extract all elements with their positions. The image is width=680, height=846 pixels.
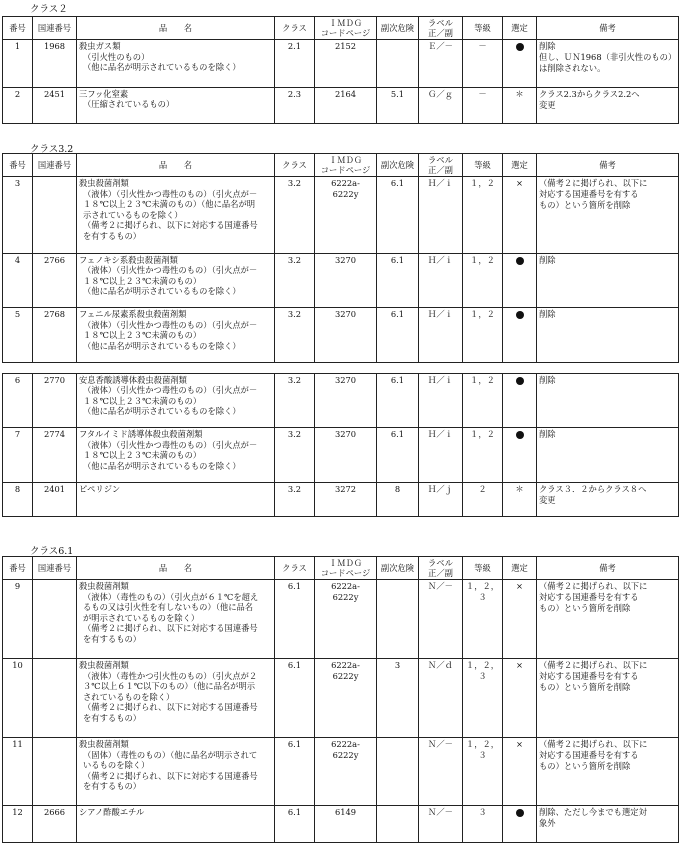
cell-un-number: 2401: [33, 482, 77, 517]
cell-name: [77, 738, 275, 806]
cell-number: 12: [3, 806, 33, 843]
table-row: [3, 177, 679, 254]
table-row: [3, 580, 679, 659]
col-header-imdg-page-line: ＩＭＤＧ: [328, 155, 363, 165]
cell-subsidiary-risk: 6.1: [377, 308, 419, 363]
col-header-name: 品 名: [77, 557, 275, 580]
grade-line: ３: [478, 670, 487, 681]
col-header-number: 番号: [3, 557, 33, 580]
name-line: いるものを除く）: [83, 760, 150, 771]
grade-line: １，２: [470, 254, 495, 265]
cell-class: 6.1: [275, 738, 315, 806]
cell-remarks: [537, 308, 679, 363]
selection-mark: ＊: [515, 88, 524, 99]
cell-label: Ｎ／ｄ: [419, 659, 463, 738]
cell-label: Ｈ／ｉ: [419, 308, 463, 363]
col-header-class: クラス: [275, 557, 315, 580]
col-header-remarks: 備考: [537, 17, 679, 40]
table-row: [3, 738, 679, 806]
name-line: されているものを除く）: [83, 691, 175, 702]
cell-un-number: 2768: [33, 308, 77, 363]
cell-number: 9: [3, 580, 33, 659]
imdg-line: 6222y: [332, 591, 359, 602]
cell-selection: [503, 428, 537, 483]
cell-class: 3.2: [275, 308, 315, 363]
table-row: [3, 40, 679, 88]
name-line: 殺虫殺菌剤類: [79, 581, 129, 591]
cell-imdg-page: [315, 177, 377, 254]
cell-un-number: 2766: [33, 253, 77, 308]
name-line: （他に品名が明示されているものを除く）: [83, 340, 241, 351]
table-row: [3, 428, 679, 483]
cell-subsidiary-risk: 3: [377, 659, 419, 738]
cell-grade: [463, 482, 503, 517]
cell-number: 6: [3, 373, 33, 428]
col-header-label-line: ラベル: [428, 558, 453, 568]
cell-name: [77, 806, 275, 843]
cell-name: [77, 659, 275, 738]
selection-mark: ×: [516, 178, 523, 188]
name-line: （液体）（毒性のもの）（引火点が６１℃を超え: [83, 591, 259, 602]
remark-line: 削除: [539, 254, 556, 265]
cell-imdg-page: [315, 308, 377, 363]
col-header-imdg-page-line: ＩＭＤＧ: [328, 558, 363, 568]
cell-name: [77, 482, 275, 517]
name-line: 殺虫殺菌剤類: [79, 178, 129, 188]
name-line: （他に品名が明示されているものを除く）: [83, 62, 241, 73]
selection-mark: ×: [516, 660, 523, 670]
cell-number: 5: [3, 308, 33, 363]
cell-un-number: [33, 580, 77, 659]
col-header-subsidiary-risk: 副次危険: [377, 557, 419, 580]
grade-line: １，２，: [465, 660, 500, 670]
grade-line: １，２，: [465, 581, 500, 591]
grade-line: ３: [478, 591, 487, 602]
imdg-line: 6222y: [332, 749, 359, 760]
remark-line: もの）という箇所を削除: [539, 603, 631, 613]
filled-circle-icon: [516, 809, 524, 817]
remark-line: 対応する国連番号を有する: [539, 750, 639, 760]
name-line: （液体）（引火性かつ毒性のもの）（引火点が－: [83, 439, 258, 450]
cell-subsidiary-risk: 8: [377, 482, 419, 517]
cell-selection: [503, 308, 537, 363]
row-gap-cell: [3, 362, 679, 373]
cell-grade: [463, 308, 503, 363]
col-header-imdg-page-line: コードページ: [320, 28, 371, 38]
remark-line: もの）という箇所を削除: [539, 682, 631, 692]
remark-line: （備考２に掲げられ、以下に: [539, 178, 648, 188]
remark-line: もの）という箇所を削除: [539, 761, 631, 771]
cell-number: 11: [3, 738, 33, 806]
cell-name: [77, 308, 275, 363]
cell-un-number: 2451: [33, 87, 77, 124]
table-row: [3, 659, 679, 738]
cell-class: 3.2: [275, 482, 315, 517]
col-header-label-line: 正／副: [428, 28, 453, 38]
imdg-line: 6222a-: [331, 178, 360, 188]
name-line: 示されているものを除く）: [83, 209, 183, 220]
col-header-imdg-page: [315, 557, 377, 580]
cell-name: [77, 87, 275, 124]
remark-line: （備考２に掲げられ、以下に: [539, 660, 648, 670]
cell-class: 2.1: [275, 40, 315, 88]
name-line: を有するもの）: [83, 633, 142, 644]
imdg-line: 2164: [334, 88, 357, 99]
cell-class: 6.1: [275, 580, 315, 659]
cell-class: 3.2: [275, 253, 315, 308]
cell-remarks: [537, 177, 679, 254]
name-line: フタルイミド誘導体殺虫殺菌剤類: [79, 429, 203, 439]
remark-line: 但し、ＵＮ1968（非引火性のもの）は削除されない。: [539, 52, 673, 73]
name-line: （液体）（引火性かつ毒性のもの）（引火点が－: [83, 319, 258, 330]
table-row: [3, 253, 679, 308]
filled-circle-icon: [516, 311, 524, 319]
name-line: を有するもの）: [83, 230, 142, 241]
name-line: （備考２に掲げられ、以下に対応する国連番号: [83, 770, 258, 781]
cell-imdg-page: [315, 428, 377, 483]
col-header-remarks: 備考: [537, 154, 679, 177]
cell-grade: [463, 659, 503, 738]
name-line: （圧縮されているもの）: [83, 99, 175, 110]
cell-grade: [463, 253, 503, 308]
col-header-un-number: 国連番号: [33, 17, 77, 40]
cell-remarks: [537, 373, 679, 428]
cell-label: Ｈ／ｉ: [419, 373, 463, 428]
col-header-imdg-page-line: ＩＭＤＧ: [328, 18, 363, 28]
remark-line: （備考２に掲げられ、以下に: [539, 739, 648, 749]
table-row: [3, 482, 679, 517]
col-header-class: クラス: [275, 154, 315, 177]
grade-line: ３: [478, 749, 487, 760]
col-header-label-line: ラベル: [428, 155, 453, 165]
cell-imdg-page: [315, 253, 377, 308]
imdg-line: 6149: [334, 807, 357, 817]
cell-subsidiary-risk: 6.1: [377, 373, 419, 428]
imdg-line: 2152: [334, 41, 357, 51]
col-header-class: クラス: [275, 17, 315, 40]
cell-subsidiary-risk: 6.1: [377, 253, 419, 308]
cell-grade: [463, 40, 503, 88]
table-class6-1: [2, 556, 679, 843]
selection-mark: ×: [516, 739, 523, 749]
name-line: （他に品名が明示されているものを除く）: [83, 460, 241, 471]
cell-name: [77, 40, 275, 88]
cell-un-number: [33, 738, 77, 806]
table-row: [3, 373, 679, 428]
name-line: １８℃以上２３℃未満のもの）: [83, 275, 202, 286]
col-header-grade: 等級: [463, 154, 503, 177]
cell-imdg-page: [315, 482, 377, 517]
header-row: [3, 17, 679, 40]
remark-line: 削除: [539, 374, 556, 385]
cell-label: Ｈ／ｉ: [419, 428, 463, 483]
cell-selection: [503, 738, 537, 806]
name-line: （液体）（引火性かつ毒性のもの）（引火点が－: [83, 265, 258, 276]
row-gap: [3, 362, 679, 373]
cell-grade: [463, 580, 503, 659]
cell-grade: [463, 87, 503, 124]
name-line: ピペリジン: [79, 483, 121, 494]
col-header-grade: 等級: [463, 17, 503, 40]
cell-class: 6.1: [275, 659, 315, 738]
section-label-class6-1: クラス6.1: [30, 546, 74, 557]
name-line: （他に品名が明示されているものを除く）: [83, 286, 241, 297]
cell-subsidiary-risk: [377, 806, 419, 843]
cell-label: Ｇ／ｇ: [419, 87, 463, 124]
col-header-label-line: 正／副: [428, 568, 453, 578]
col-header-label: [419, 17, 463, 40]
name-line: １８℃以上２３℃未満のもの）: [83, 330, 202, 341]
filled-circle-icon: [516, 377, 524, 385]
cell-selection: [503, 373, 537, 428]
name-line: （液体）（引火性かつ毒性のもの）（引火点が－: [83, 188, 258, 199]
col-header-imdg-page-line: コードページ: [320, 165, 371, 175]
name-line: 殺虫殺菌剤類: [79, 660, 129, 670]
table-class3-2: [2, 153, 679, 517]
cell-selection: [503, 253, 537, 308]
imdg-line: 3270: [334, 429, 357, 439]
col-header-name: 品 名: [77, 17, 275, 40]
header-row: [3, 557, 679, 580]
cell-class: 2.3: [275, 87, 315, 124]
table-class2: [2, 16, 679, 124]
imdg-line: 6222a-: [331, 739, 360, 749]
cell-name: [77, 253, 275, 308]
cell-remarks: [537, 738, 679, 806]
cell-grade: [463, 428, 503, 483]
col-header-number: 番号: [3, 17, 33, 40]
name-line: １８℃以上２３℃未満のもの）: [83, 450, 202, 461]
selection-mark: ×: [516, 581, 523, 591]
cell-number: 4: [3, 253, 33, 308]
grade-line: １，２: [470, 374, 495, 385]
cell-class: 6.1: [275, 806, 315, 843]
remark-line: （備考２に掲げられ、以下に: [539, 581, 648, 591]
filled-circle-icon: [516, 257, 524, 265]
col-header-imdg-page: [315, 154, 377, 177]
name-line: （備考２に掲げられ、以下に対応する国連番号: [83, 702, 258, 713]
cell-remarks: [537, 87, 679, 124]
col-header-un-number: 国連番号: [33, 557, 77, 580]
cell-number: 8: [3, 482, 33, 517]
cell-subsidiary-risk: 6.1: [377, 177, 419, 254]
col-header-selection: 選定: [503, 154, 537, 177]
header-row: [3, 154, 679, 177]
col-header-label: [419, 557, 463, 580]
remark-line: 変更: [539, 99, 556, 110]
remark-line: クラス３．２からクラス８へ: [539, 483, 647, 494]
imdg-line: 3270: [334, 374, 357, 385]
col-header-imdg-page: [315, 17, 377, 40]
imdg-line: 3272: [334, 483, 357, 494]
remark-line: 削除: [539, 429, 556, 439]
grade-line: １，２: [470, 178, 495, 188]
table-row: [3, 87, 679, 124]
cell-class: 3.2: [275, 177, 315, 254]
cell-grade: [463, 177, 503, 254]
grade-line: －: [478, 41, 487, 51]
col-header-label-line: 正／副: [428, 165, 453, 175]
cell-imdg-page: [315, 87, 377, 124]
cell-grade: [463, 806, 503, 843]
cell-selection: [503, 87, 537, 124]
cell-name: [77, 580, 275, 659]
name-line: が明示されているものを除く）: [83, 612, 200, 623]
name-line: るもの又は引火性を有しないもの）（他に品名: [83, 602, 254, 613]
col-header-un-number: 国連番号: [33, 154, 77, 177]
table-row: [3, 308, 679, 363]
name-line: ３℃以上６１℃以下のもの）（他に品名が明示: [83, 681, 256, 692]
name-line: （液体）（引火性かつ毒性のもの）（引火点が－: [83, 385, 258, 396]
cell-selection: [503, 806, 537, 843]
cell-remarks: [537, 40, 679, 88]
cell-un-number: [33, 177, 77, 254]
remark-line: もの）という箇所を削除: [539, 200, 631, 210]
cell-selection: [503, 659, 537, 738]
cell-label: Ｈ／ｉ: [419, 177, 463, 254]
name-line: （他に品名が明示されているものを除く）: [83, 406, 241, 417]
remark-line: 象外: [539, 818, 556, 828]
col-header-label: [419, 154, 463, 177]
cell-un-number: 2666: [33, 806, 77, 843]
remark-line: 削除、ただし今までも選定対: [539, 807, 647, 817]
name-line: （引火性のもの）: [83, 51, 150, 62]
col-header-label-line: ラベル: [428, 18, 453, 28]
name-line: を有するもの）: [83, 712, 142, 723]
remark-line: クラス2.3からクラス2.2へ: [539, 88, 640, 99]
table-row: [3, 806, 679, 843]
cell-subsidiary-risk: [377, 738, 419, 806]
cell-imdg-page: [315, 738, 377, 806]
cell-label: Ｈ／ｉ: [419, 253, 463, 308]
grade-line: １，２，: [465, 739, 500, 749]
col-header-subsidiary-risk: 副次危険: [377, 154, 419, 177]
cell-class: 3.2: [275, 428, 315, 483]
grade-line: １，２: [470, 309, 495, 319]
cell-selection: [503, 580, 537, 659]
cell-name: [77, 428, 275, 483]
name-line: シアノ酢酸エチル: [79, 807, 145, 817]
cell-number: 3: [3, 177, 33, 254]
cell-selection: [503, 177, 537, 254]
col-header-selection: 選定: [503, 17, 537, 40]
remark-line: 変更: [539, 494, 556, 505]
filled-circle-icon: [516, 431, 524, 439]
cell-imdg-page: [315, 806, 377, 843]
cell-remarks: [537, 482, 679, 517]
imdg-line: 6222a-: [331, 581, 360, 591]
cell-label: Ｈ／ｊ: [419, 482, 463, 517]
name-line: 安息香酸誘導体殺虫殺菌剤類: [79, 374, 187, 385]
name-line: １８℃以上２３℃未満のもの）（他に品名が明: [83, 199, 256, 210]
cell-name: [77, 177, 275, 254]
cell-number: 1: [3, 40, 33, 88]
cell-remarks: [537, 580, 679, 659]
cell-number: 2: [3, 87, 33, 124]
grade-line: ３: [478, 807, 487, 817]
section-label-class2: クラス２: [30, 4, 68, 15]
imdg-line: 6222a-: [331, 660, 360, 670]
cell-name: [77, 373, 275, 428]
cell-remarks: [537, 428, 679, 483]
cell-grade: [463, 738, 503, 806]
col-header-selection: 選定: [503, 557, 537, 580]
cell-un-number: 2774: [33, 428, 77, 483]
cell-imdg-page: [315, 373, 377, 428]
name-line: （備考２に掲げられ、以下に対応する国連番号: [83, 623, 258, 634]
cell-imdg-page: [315, 659, 377, 738]
imdg-line: 3270: [334, 309, 357, 319]
remark-line: 対応する国連番号を有する: [539, 592, 639, 602]
col-header-imdg-page-line: コードページ: [320, 568, 371, 578]
col-header-remarks: 備考: [537, 557, 679, 580]
cell-subsidiary-risk: 5.1: [377, 87, 419, 124]
grade-line: ２: [478, 483, 487, 494]
grade-line: －: [478, 88, 487, 99]
remark-line: 対応する国連番号を有する: [539, 671, 639, 681]
cell-number: 10: [3, 659, 33, 738]
imdg-line: 6222y: [332, 670, 359, 681]
cell-number: 7: [3, 428, 33, 483]
name-line: （備考２に掲げられ、以下に対応する国連番号: [83, 220, 258, 231]
section-label-class3-2: クラス3.2: [30, 144, 74, 155]
cell-imdg-page: [315, 580, 377, 659]
name-line: １８℃以上２３℃未満のもの）: [83, 395, 202, 406]
grade-line: １，２: [470, 429, 495, 439]
cell-class: 3.2: [275, 373, 315, 428]
name-line: フェニル尿素系殺虫殺菌剤類: [79, 309, 187, 319]
cell-imdg-page: [315, 40, 377, 88]
cell-label: Ｎ／－: [419, 806, 463, 843]
cell-selection: [503, 482, 537, 517]
col-header-number: 番号: [3, 154, 33, 177]
name-line: を有するもの）: [83, 781, 142, 792]
col-header-subsidiary-risk: 副次危険: [377, 17, 419, 40]
col-header-grade: 等級: [463, 557, 503, 580]
name-line: フェノキシ系殺虫殺菌剤類: [79, 254, 178, 265]
cell-remarks: [537, 253, 679, 308]
cell-subsidiary-risk: 6.1: [377, 428, 419, 483]
name-line: 殺虫殺菌剤類: [79, 739, 129, 749]
name-line: （液体）（毒性かつ引火性のもの）（引火点が２: [83, 670, 258, 681]
cell-label: Ｅ／－: [419, 40, 463, 88]
cell-remarks: [537, 659, 679, 738]
name-line: 三フッ化窒素: [79, 88, 129, 99]
selection-mark: ＊: [515, 483, 524, 494]
remark-line: 対応する国連番号を有する: [539, 189, 639, 199]
col-header-name: 品 名: [77, 154, 275, 177]
cell-un-number: 1968: [33, 40, 77, 88]
cell-label: Ｎ／－: [419, 580, 463, 659]
cell-un-number: [33, 659, 77, 738]
cell-remarks: [537, 806, 679, 843]
cell-selection: [503, 40, 537, 88]
cell-subsidiary-risk: [377, 40, 419, 88]
imdg-line: 6222y: [332, 188, 359, 199]
cell-grade: [463, 373, 503, 428]
cell-un-number: 2770: [33, 373, 77, 428]
imdg-line: 3270: [334, 254, 357, 265]
name-line: （固体）（毒性のもの）（他に品名が明示されて: [83, 749, 258, 760]
filled-circle-icon: [516, 43, 524, 51]
cell-label: Ｎ／－: [419, 738, 463, 806]
remark-line: 削除: [539, 41, 556, 51]
cell-subsidiary-risk: [377, 580, 419, 659]
remark-line: 削除: [539, 309, 556, 319]
name-line: 殺虫ガス類: [79, 41, 121, 51]
